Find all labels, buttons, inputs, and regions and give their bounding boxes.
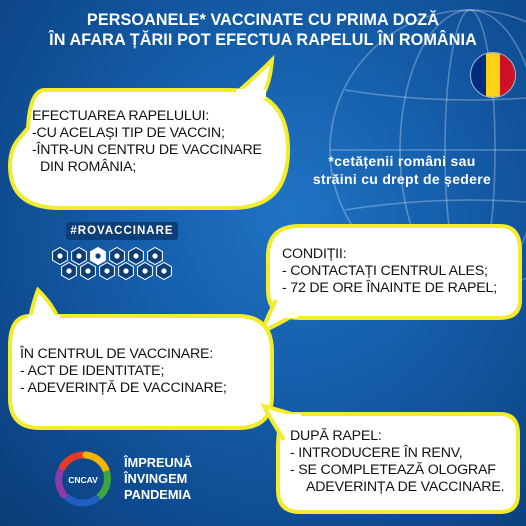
motto	[124, 455, 192, 503]
bubble-2-line: - CONTACTAȚI CENTRUL ALES;	[282, 263, 488, 279]
bubble-1-line: EFECTUAREA RAPELULUI:	[32, 108, 210, 124]
bubble-3-line: ÎN CENTRUL DE VACCINARE:	[20, 346, 214, 362]
motto-line: PANDEMIA	[124, 487, 192, 502]
bubble-4-line: - INTRODUCERE ÎN RENV,	[290, 445, 463, 461]
bubble-4-text	[290, 428, 504, 496]
bubble-1-line: DIN ROMÂNIA;	[40, 159, 137, 175]
title-line-2: ÎN AFARA ȚĂRII POT EFECTUA RAPELUL ÎN ROMÂNIA	[49, 31, 477, 49]
bubble-2-line: - 72 DE ORE ÎNAINTE DE RAPEL;	[282, 280, 497, 296]
bubble-2-line: CONDIȚII:	[282, 246, 347, 262]
cncav-logo	[50, 446, 116, 512]
bubble-3-line: - ACT DE IDENTITATE;	[20, 363, 165, 379]
bubble-4-line: ADEVERINȚA DE VACCINARE.	[306, 479, 505, 495]
bubble-4-line: DUPĂ RAPEL:	[290, 428, 382, 444]
bubble-4-line: - SE COMPLETEAZĂ OLOGRAF	[290, 462, 496, 478]
logo-text: CNCAV	[68, 475, 98, 485]
hashtag-badge: #ROVACCINARE	[66, 222, 178, 240]
motto-line: ÎMPREUNĂ	[124, 455, 193, 470]
bubble-1-line: -CU ACELAȘI TIP DE VACCIN;	[32, 125, 225, 141]
bubble-3-line: - ADEVERINȚĂ DE VACCINARE;	[20, 380, 227, 396]
title-line-1: PERSOANELE* VACCINATE CU PRIMA DOZĂ	[86, 11, 440, 29]
footnote-line: străini cu drept de ședere	[312, 171, 492, 187]
motto-line: ÎNVINGEM	[124, 471, 188, 486]
footnote-line: *cetățenii români sau	[328, 153, 476, 169]
bubble-1-line: -ÎNTR-UN CENTRU DE VACCINARE	[32, 142, 262, 158]
